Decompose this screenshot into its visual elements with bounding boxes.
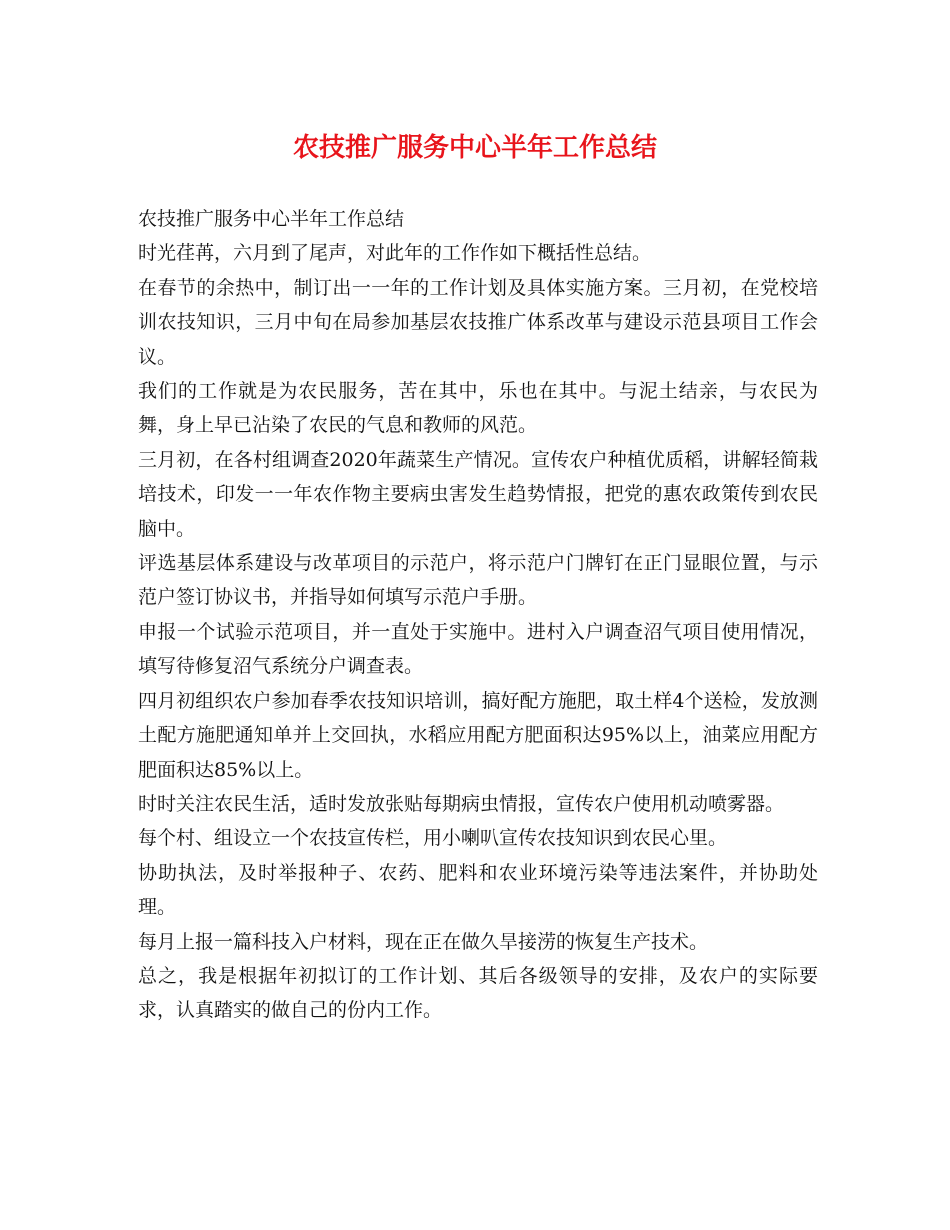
paragraph: 协助执法，及时举报种子、农药、肥料和农业环境污染等违法案件，并协助处理。 <box>138 861 818 919</box>
paragraph-subtitle: 农技推广服务中心半年工作总结 <box>138 208 405 230</box>
paragraph: 时光荏苒，六月到了尾声，对此年的工作作如下概括性总结。 <box>138 242 652 265</box>
paragraph: 时时关注农民生活，适时发放张贴每期病虫情报，宣传农户使用机动喷雾器。 <box>138 792 785 815</box>
document-title: 农技推广服务中心半年工作总结 <box>292 133 657 163</box>
paragraph: 评选基层体系建设与改革项目的示范户，将示范户门牌钉在正门显眼位置，与示范户签订协议书，并指导如何填写示范户手册。 <box>138 552 818 609</box>
paragraph: 我们的工作就是为农民服务，苦在其中，乐也在其中。与泥土结亲，与农民为舞，身上早已沾染了农民的气息和教师的风范。 <box>138 380 818 437</box>
paragraph: 四月初组织农户参加春季农技知识培训，搞好配方施肥，取土样4个送检，发放测土配方施肥通知单并上交回执，水稻应用配方肥面积达95%以上，油菜应用配方肥面积达85%以上。 <box>138 689 818 781</box>
paragraph: 每个村、组设立一个农技宣传栏，用小喇叭宣传农技知识到农民心里。 <box>138 827 728 850</box>
paragraph: 三月初，在各村组调查2020年蔬菜生产情况。宣传农户种植优质稻，讲解轻简栽培技术，印发一一年农作物主要病虫害发生趋势情报，把党的惠农政策传到农民脑中。 <box>138 448 818 540</box>
paragraph: 每月上报一篇科技入户材料，现在正在做久旱接涝的恢复生产技术。 <box>138 930 709 953</box>
document-body <box>138 202 818 1028</box>
paragraph: 总之，我是根据年初拟订的工作计划、其后各级领导的安排，及农户的实际要求，认真踏实的做自己的份内工作。 <box>138 964 818 1022</box>
paragraph: 在春节的余热中，制订出一一年的工作计划及具体实施方案。三月初，在党校培训农技知识，三月中旬在局参加基层农技推广体系改革与建设示范县项目工作会议。 <box>138 276 818 368</box>
paragraph: 申报一个试验示范项目，并一直处于实施中。进村入户调查沼气项目使用情况，填写待修复沼气系统分户调查表。 <box>138 620 818 678</box>
